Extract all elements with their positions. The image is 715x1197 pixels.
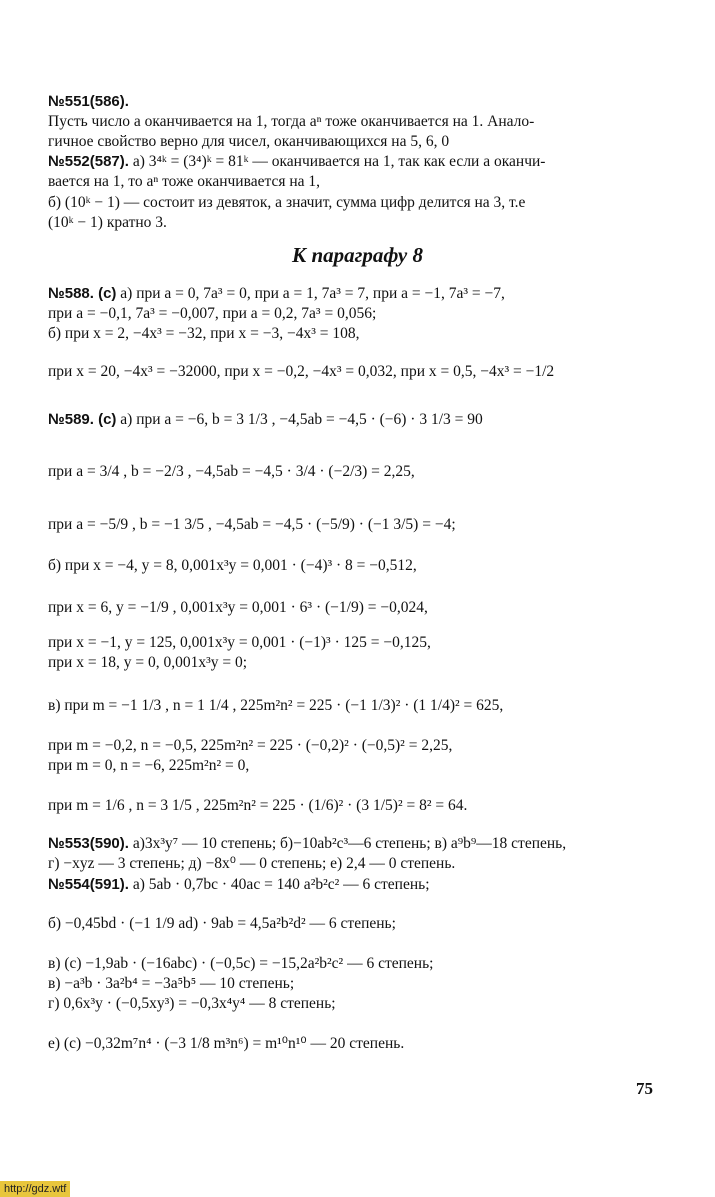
problem-554-line-4: в) −a³b · 3a²b⁴ = −3a⁵b⁵ — 10 степень; [48, 975, 295, 992]
problem-589-line-11: при m = 1/6 , n = 3 1/5 , 225m²n² = 225 · (1/6)² · (3 1/5)² = 8² = 64. [48, 797, 468, 814]
problem-551-line-1: Пусть число a оканчивается на 1, тогда aⁿ тоже оканчивается на 1. Анало- [48, 113, 535, 130]
problem-554-line-5: г) 0,6x³y · (−0,5xy³) = −0,3x⁴y⁴ — 8 степень; [48, 995, 336, 1012]
problem-589-line-10: при m = 0, n = −6, 225m²n² = 0, [48, 757, 250, 774]
problem-589-line-4: б) при x = −4, y = 8, 0,001x³y = 0,001 · (−4)³ · 8 = −0,512, [48, 557, 417, 574]
problem-552-line-4: (10ᵏ − 1) кратно 3. [48, 214, 167, 231]
problem-589-line-5: при x = 6, y = −1/9 , 0,001x³y = 0,001 · 6³ · (−1/9) = −0,024, [48, 599, 428, 616]
problem-554-line-6: е) (с) −0,32m⁷n⁴ · (−3 1/8 m³n⁶) = m¹⁰n¹⁰ — 20 степень. [48, 1035, 405, 1052]
problem-552-line-2: вается на 1, то aⁿ тоже оканчивается на 1, [48, 173, 320, 190]
problem-552-line-3: б) (10ᵏ − 1) — состоит из девяток, а значит, сумма цифр делится на 3, т.е [48, 194, 526, 211]
problem-588-line-3: б) при x = 2, −4x³ = −32, при x = −3, −4x³ = 108, [48, 325, 360, 342]
problem-589-line-3: при a = −5/9 , b = −1 3/5 , −4,5ab = −4,5 · (−5/9) · (−1 3/5) = −4; [48, 516, 456, 533]
problem-589-line-7: при x = 18, y = 0, 0,001x³y = 0; [48, 654, 248, 671]
problem-553-line-2: г) −xyz — 3 степень; д) −8x⁰ — 0 степень; е) 2,4 — 0 степень. [48, 855, 456, 872]
problem-589-line-1: №589. (с) а) при a = −6, b = 3 1/3 , −4,5ab = −4,5 · (−6) · 3 1/3 = 90 [48, 411, 483, 428]
problem-589-line-8: в) при m = −1 1/3 , n = 1 1/4 , 225m²n² = 225 · (−1 1/3)² · (1 1/4)² = 625, [48, 697, 504, 714]
problem-552-line-1: №552(587). а) 3⁴ᵏ = (3⁴)ᵏ = 81ᵏ — оканчивается на 1, так как если a оканчи- [48, 153, 546, 170]
problem-588-line-2: при a = −0,1, 7a³ = −0,007, при a = 0,2, 7a³ = 0,056; [48, 305, 377, 322]
problem-554-line-3: в) (с) −1,9ab · (−16abc) · (−0,5c) = −15,2a²b²c² — 6 степень; [48, 955, 434, 972]
problem-589-line-2: при a = 3/4 , b = −2/3 , −4,5ab = −4,5 · 3/4 · (−2/3) = 2,25, [48, 463, 415, 480]
problem-588-line-4: при x = 20, −4x³ = −32000, при x = −0,2, −4x³ = 0,032, при x = 0,5, −4x³ = −1/2 [48, 363, 555, 380]
watermark-link[interactable]: http://gdz.wtf [0, 1181, 70, 1197]
problem-589-line-6: при x = −1, y = 125, 0,001x³y = 0,001 · (−1)³ · 125 = −0,125, [48, 634, 431, 651]
problem-551-header: №551(586). [48, 93, 129, 110]
problem-554-line-1: №554(591). а) 5ab · 0,7bc · 40ac = 140 a²b²c² — 6 степень; [48, 876, 430, 893]
problem-588-line-1: №588. (с) а) при a = 0, 7a³ = 0, при a = 1, 7a³ = 7, при a = −1, 7a³ = −7, [48, 285, 505, 302]
problem-553-line-1: №553(590). а)3x³y⁷ — 10 степень; б)−10ab²c³—6 степень; в) a⁹b⁹—18 степень, [48, 835, 567, 852]
page-number: 75 [636, 1079, 653, 1098]
problem-554-line-2: б) −0,45bd · (−1 1/9 ad) · 9ab = 4,5a²b²d² — 6 степень; [48, 915, 396, 932]
problem-551-line-2: гичное свойство верно для чисел, оканчивающихся на 5, 6, 0 [48, 133, 450, 150]
problem-589-line-9: при m = −0,2, n = −0,5, 225m²n² = 225 · (−0,2)² · (−0,5)² = 2,25, [48, 737, 453, 754]
section-heading: К параграфу 8 [292, 243, 423, 267]
